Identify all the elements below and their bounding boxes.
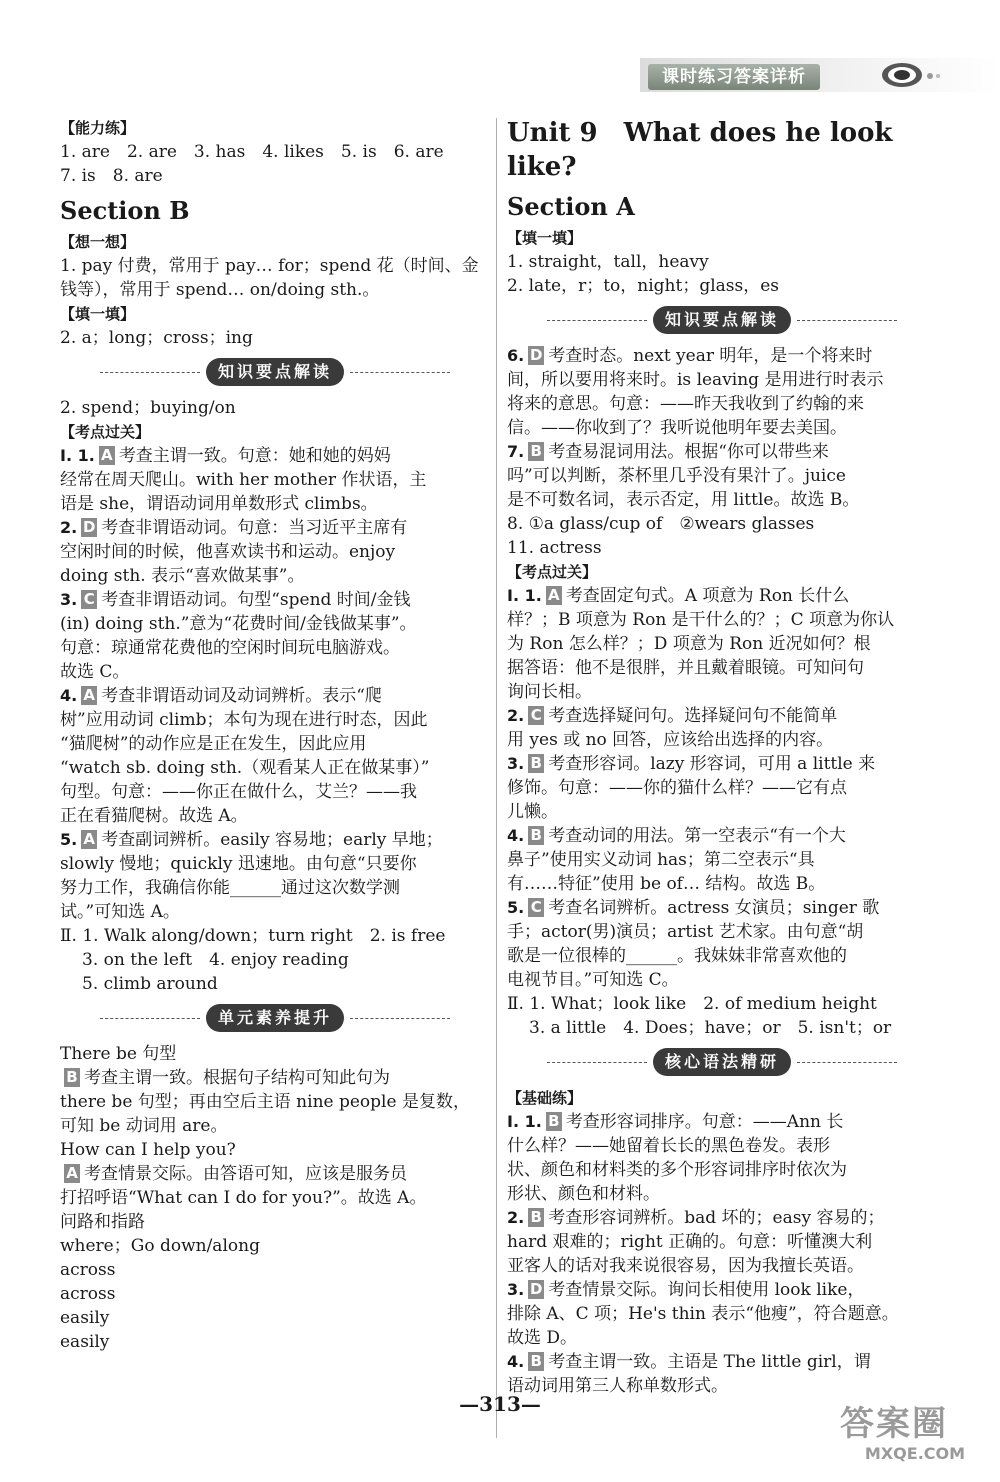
answer-line: 1. are 2. are 3. has 4. likes 5. is 6. are [60,142,444,162]
watermark-text: 答案圈 [840,1404,948,1444]
knowledge-banner [60,356,490,390]
topic-heading: 问路和指路 [60,1212,145,1232]
question-number: 6. [507,346,525,365]
question-number: Ⅰ. 1. [60,446,95,465]
question-number: 3. [507,754,525,773]
explanation-text: 考查主谓一致。根据句子结构可知此句为 [84,1068,390,1088]
watermark-logo [840,1404,990,1468]
explanation-text: 考查易混词用法。根据“你可以带些来 [548,442,829,462]
explanation-text: 考查主谓一致。句意：她和她的妈妈 [118,446,391,466]
answer-badge: B [64,1068,80,1087]
explanation-line: 可知 be 动词用 are。 [60,1116,228,1136]
explanation-text: 考查时态。next year 明年，是一个将来时 [548,346,873,366]
question-2 [60,516,490,540]
answer-line: Ⅱ. 1. Walk along/down；turn right 2. is free [60,926,446,946]
right-column [507,116,937,1398]
answer-badge: D [82,518,96,536]
question-number: Ⅰ. 1. [507,1112,542,1131]
explanation-text: 考查选择疑问句。选择疑问句不能简单 [548,706,838,726]
column-divider [496,118,497,1438]
answer-line: where；Go down/along [60,1236,260,1256]
section-b-title: Section B [60,196,190,225]
answer-badge: A [81,830,97,849]
explanation-line: 信。——你收到了？我听说他明年要去美国。 [507,418,847,438]
kaodian-heading: 【考点过关】 [507,563,598,581]
explanation-line: 据答语：他不是很胖，并且戴着眼镜。可知问句 [507,658,864,678]
answer-line: across [60,1284,116,1304]
explanation-line: 亚客人的话对我来说很容易，因为我擅长英语。 [507,1256,864,1276]
question-k1 [507,584,937,608]
question-7 [507,440,937,464]
question-number: 4. [60,686,78,705]
question-number: 2. [60,518,78,537]
explanation-line: 试。”可知选 A。 [60,902,180,922]
answer-line: 3. a little 4. Does；have；or 5. isn't；or [529,1018,892,1038]
explanation-line: 间，所以要用将来时。is leaving 是用进行时表示 [507,370,884,390]
question-k3 [507,752,937,776]
explanation-line: 将来的意思。句意：——昨天我收到了约翰的来 [507,394,864,414]
question-3 [60,588,490,612]
grammar-banner [507,1046,937,1080]
question-number: Ⅰ. 1. [507,586,542,605]
explanation-line: 语动词用第三人称单数形式。 [507,1376,728,1396]
tian-heading: 【填一填】 [507,229,583,247]
explanation-line: hard 艰难的；right 正确的。句意：听懂澳大利 [507,1232,873,1252]
unit-title: Unit 9 What does he look like? [507,118,893,182]
question-number: 4. [507,1352,525,1371]
question-4 [60,684,490,708]
explanation-text: 考查动词的用法。第一空表示“有一个大 [548,826,846,846]
answer-line: 5. climb around [82,974,218,994]
explanation-line: 形状、颜色和材料。 [507,1184,660,1204]
answer-line: 2. late，r；to，night；glass，es [507,276,780,296]
question-j4 [507,1350,937,1374]
explanation-text: 考查非谓语动词。句型“spend 时间/金钱 [101,590,411,610]
answer-badge: A [546,586,562,605]
explanation-text: 考查情景交际。询问长相使用 look like， [548,1280,865,1300]
tian-heading: 【填一填】 [60,305,136,323]
explanation-line: 树”应用动词 climb；本句为现在进行时态，因此 [60,710,428,730]
topic-heading: How can I help you? [60,1140,236,1160]
explanation-text: 考查名词辨析。actress 女演员；singer 歌 [548,898,880,918]
help-answer [60,1162,490,1186]
answer-badge: A [81,686,97,705]
watermark-url: MXQE.COM [864,1444,966,1463]
explanation-line: 句型。句意：——你正在做什么，艾兰？——我 [60,782,417,802]
explanation-line: 为 Ron 怎么样？；D 项意为 Ron 近况如何？根 [507,634,871,654]
explanation-text: 考查形容词。lazy 形容词，可用 a little 来 [548,754,876,774]
explanation-line: 正在看猫爬树。故选 A。 [60,806,248,826]
knowledge-banner [507,304,937,338]
explanation-line: “猫爬树”的动作应是正在发生，因此应用 [60,734,367,754]
answer-badge: C [528,898,544,917]
book-logo-icon [880,60,942,90]
answer-line: easily [60,1308,110,1328]
answer-badge: B [528,1352,544,1371]
question-number: 5. [507,898,525,917]
answer-badge: A [99,446,115,465]
explanation-line: 努力工作，我确信你能______通过这次数学测 [60,878,400,898]
answer-badge: A [64,1164,80,1183]
banner-label: 知识要点解读 [653,306,791,334]
question-number: 3. [507,1280,525,1299]
answer-badge: C [528,706,544,725]
answer-line: 11. actress [507,538,602,558]
explanation-line: 经常在周天爬山。with her mother 作状语，主 [60,470,427,490]
answer-badge: B [528,442,544,461]
explanation-line: “watch sb. doing sth.（观看某人正在做某事）” [60,758,430,778]
nengli-heading: 【能力练】 [60,119,136,137]
question-number: 3. [60,590,78,609]
question-k5 [507,896,937,920]
banner-label: 核心语法精研 [653,1048,791,1076]
answer-badge: D [529,346,543,364]
page-number: —313— [459,1392,541,1416]
explanation-line: 打招呼语“What can I do for you?”。故选 A。 [60,1188,427,1208]
answer-line: 8. ①a glass/cup of ②wears glasses [507,514,815,534]
question-number: 5. [60,830,78,849]
banner-label: 知识要点解读 [206,358,344,386]
question-k2 [507,704,937,728]
explanation-line: 样？；B 项意为 Ron 是干什么的？；C 项意为你认 [507,610,895,630]
answer-badge: B [528,826,544,845]
explanation-line: 电视节目。”可知选 C。 [507,970,679,990]
explanation-text: 考查情景交际。由答语可知，应该是服务员 [84,1164,407,1184]
explanation-line: 询问长相。 [507,682,592,702]
question-number: 4. [507,826,525,845]
explanation-line: 鼻子”使用实义动词 has；第二空表示“具 [507,850,815,870]
explanation-line: 是不可数名词，表示否定，用 little。故选 B。 [507,490,860,510]
answer-line: 2. spend；buying/on [60,398,236,418]
literacy-banner [60,1002,490,1036]
answer-line: 2. a；long；cross；ing [60,328,253,348]
jichu-heading: 【基础练】 [507,1089,583,1107]
topic-heading: There be 句型 [60,1044,177,1064]
there-be-answer [60,1066,490,1090]
explanation-text: 考查形容词排序。句意：——Ann 长 [565,1112,844,1132]
explanation-text: 考查固定句式。A 项意为 Ron 长什么 [565,586,850,606]
answer-line: 1. straight，tall，heavy [507,252,709,272]
answer-line: 钱等），常用于 spend… on/doing sth.。 [60,280,380,300]
answer-badge: B [546,1112,562,1131]
explanation-text: 考查副词辨析。easily 容易地；early 早地； [101,830,443,850]
question-number: 2. [507,706,525,725]
explanation-text: 考查非谓语动词及动词辨析。表示“爬 [101,686,382,706]
explanation-line: 修饰。句意：——你的猫什么样？——它有点 [507,778,847,798]
explanation-line: 句意：琼通常花费他的空闲时间玩电脑游戏。 [60,638,400,658]
section-a-title: Section A [507,192,635,221]
explanation-line: doing sth. 表示“喜欢做某事”。 [60,566,305,586]
question-j2 [507,1206,937,1230]
explanation-line: 有……特征”使用 be of… 结构。故选 B。 [507,874,826,894]
question-j1 [507,1110,937,1134]
question-k4 [507,824,937,848]
explanation-line: (in) doing sth.”意为“花费时间/金钱做某事”。 [60,614,417,634]
explanation-line: there be 句型；再由空后主语 nine people 是复数， [60,1092,470,1112]
explanation-text: 考查形容词辨析。bad 坏的；easy 容易的； [548,1208,885,1228]
explanation-line: 吗”可以判断，茶杯里几乎没有果汁了。juice [507,466,846,486]
explanation-line: 排除 A、C 项；He's thin 表示“他瘦”，符合题意。 [507,1304,899,1324]
answer-line: 1. pay 付费，常用于 pay… for；spend 花（时间、金 [60,256,479,276]
answer-line: 7. is 8. are [60,166,163,186]
explanation-line: 歌是一位很棒的______。我妹妹非常喜欢他的 [507,946,847,966]
explanation-line: 手；actor(男)演员；artist 艺术家。由句意“胡 [507,922,864,942]
explanation-line: 故选 D。 [507,1328,578,1348]
answer-badge: C [81,590,97,609]
answer-line: 3. on the left 4. enjoy reading [82,950,349,970]
question-6 [507,344,937,368]
question-5 [60,828,490,852]
question-j3 [507,1278,937,1302]
answer-line: across [60,1260,116,1280]
xiang-heading: 【想一想】 [60,233,136,251]
question-1 [60,444,490,468]
question-number: 7. [507,442,525,461]
explanation-text: 考查主谓一致。主语是 The little girl，谓 [548,1352,871,1372]
question-number: 2. [507,1208,525,1227]
explanation-line: 儿懒。 [507,802,558,822]
explanation-text: 考查非谓语动词。句意：当习近平主席有 [101,518,408,538]
explanation-line: 用 yes 或 no 回答，应该给出选择的内容。 [507,730,834,750]
explanation-line: 状、颜色和材料类的多个形容词排序时依次为 [507,1160,847,1180]
answer-badge: D [529,1280,543,1298]
explanation-line: 故选 C。 [60,662,130,682]
answer-badge: B [528,1208,544,1227]
answer-line: Ⅱ. 1. What；look like 2. of medium height [507,994,877,1014]
explanation-line: 什么样？——她留着长长的黑色卷发。表形 [507,1136,830,1156]
kaodian-heading: 【考点过关】 [60,423,151,441]
banner-label: 单元素养提升 [206,1004,344,1032]
answer-badge: B [528,754,544,773]
left-column [60,116,490,1354]
explanation-line: 空闲时间的时候，他喜欢读书和运动。enjoy [60,542,396,562]
explanation-line: 语是 she，谓语动词用单数形式 climbs。 [60,494,378,514]
header-title: 课时练习答案详析 [648,64,820,90]
explanation-line: slowly 慢地；quickly 迅速地。由句意“只要你 [60,854,417,874]
answer-line: easily [60,1332,110,1352]
